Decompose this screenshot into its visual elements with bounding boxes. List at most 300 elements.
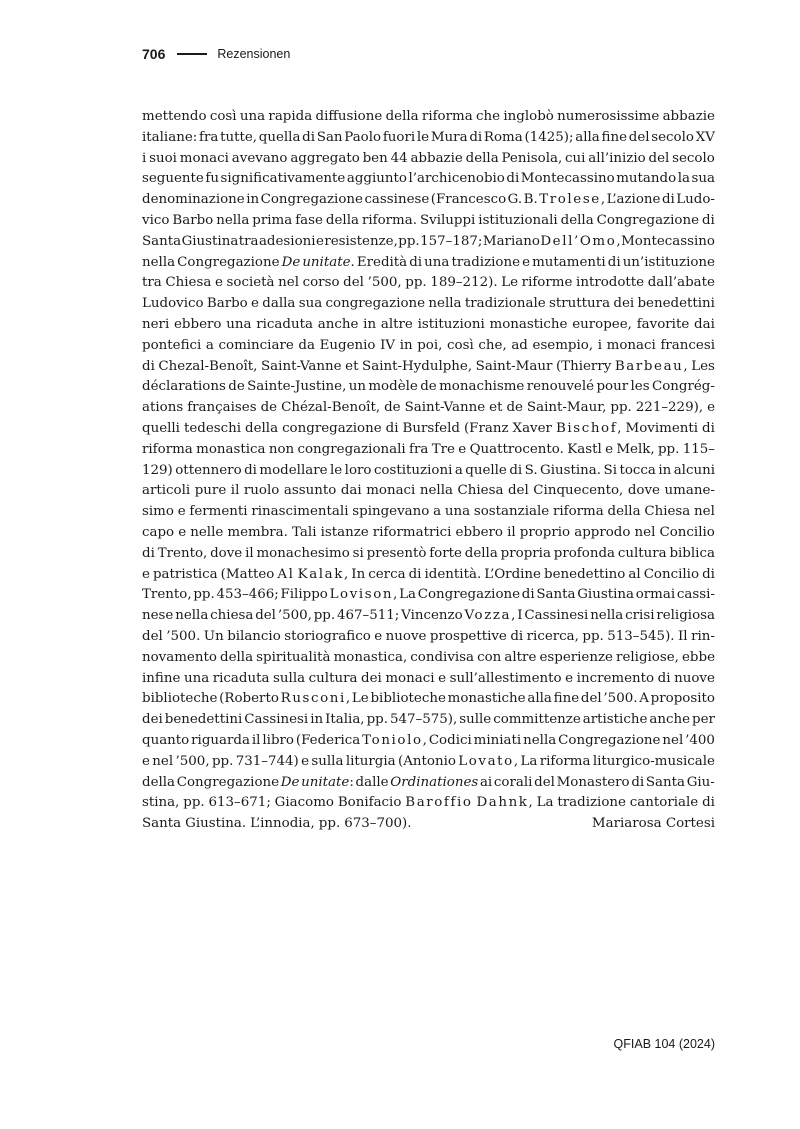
text-word: di	[385, 420, 399, 436]
text-word: con	[477, 649, 502, 665]
text-word: articoli	[142, 483, 191, 499]
text-word: Barbeau	[614, 358, 684, 374]
text-word: quelli	[142, 420, 180, 436]
text-word: Santa	[142, 816, 182, 832]
text-word: Trento,	[142, 587, 192, 603]
text-word: monastica	[196, 441, 266, 457]
text-word: monastiche	[447, 691, 526, 707]
text-word: esempio,	[532, 337, 594, 353]
text-word: Quattrocento.	[469, 441, 564, 457]
text-word: pp.	[318, 816, 341, 832]
text-word: riforma	[552, 504, 604, 520]
text-word: e	[374, 628, 383, 644]
text-word	[476, 793, 532, 814]
text-word: in	[399, 337, 413, 353]
text-word: Il	[678, 628, 688, 644]
text-word: propria	[500, 545, 551, 561]
text-word: I	[517, 608, 523, 624]
text-line	[142, 773, 715, 794]
text-word: di	[469, 129, 483, 145]
text-word: istituzioni	[417, 316, 485, 332]
text-word: ruolo	[243, 483, 280, 499]
text-word: proposito	[650, 691, 715, 707]
text-word: del	[580, 691, 602, 707]
text-word: biblica	[669, 545, 715, 561]
text-word: suoi	[149, 150, 177, 166]
text-word: rin-	[691, 628, 715, 644]
text-word: pontefici	[142, 337, 202, 353]
text-word: cantoriale	[629, 795, 699, 811]
text-word: ormai	[635, 587, 676, 603]
text-line	[142, 689, 715, 710]
text-line	[142, 752, 715, 773]
text-word: nella	[216, 212, 250, 228]
text-word: del	[142, 628, 163, 644]
text-word: (Roberto	[219, 691, 279, 707]
text-word: monastica,	[333, 649, 408, 665]
text-word: stina,	[142, 795, 180, 811]
text-word: di	[657, 670, 671, 686]
text-word: ai	[479, 774, 493, 790]
text-word: costituzioni	[373, 462, 453, 478]
text-word: Concilio	[643, 566, 700, 582]
text-word: biblioteche	[142, 691, 218, 707]
text-word: B.	[523, 192, 538, 208]
text-word: della	[385, 109, 419, 124]
text-word: ,	[617, 420, 622, 436]
text-word: Tre	[431, 441, 455, 457]
text-word: ’500,	[175, 753, 210, 769]
text-word: 44	[390, 150, 408, 166]
text-word: les	[630, 379, 650, 395]
text-word: tocca	[619, 462, 656, 478]
text-line	[142, 253, 715, 274]
text-word: e	[142, 753, 150, 769]
text-word: déclarations	[142, 379, 226, 395]
text-word: Santa	[536, 587, 576, 603]
text-word: tradizione	[557, 795, 626, 811]
text-word: sua	[691, 171, 715, 187]
text-word: spingevano	[352, 504, 430, 520]
text-word: 189–212).	[430, 275, 498, 291]
text-line	[142, 544, 715, 565]
text-word: Ordinationes	[390, 774, 479, 790]
text-word: approdo	[574, 524, 631, 540]
text-word: storiografico	[284, 628, 371, 644]
text-word	[556, 419, 622, 440]
text-word: non	[268, 441, 295, 457]
text-word: del	[343, 275, 364, 291]
text-word: (Franz	[463, 420, 509, 436]
text-word: significativamente	[220, 171, 346, 187]
text-word: Cassinesi	[244, 712, 309, 728]
text-line	[142, 523, 715, 544]
text-word: Concilio	[659, 524, 715, 540]
text-word: si	[352, 545, 364, 561]
text-word: ricaduta	[212, 670, 270, 686]
text-word: il	[251, 732, 261, 748]
text-word: alla	[527, 691, 552, 707]
text-word: tradizione	[451, 254, 521, 270]
text-word: poi,	[417, 337, 443, 353]
text-line	[142, 669, 715, 690]
text-word: monachisme	[439, 379, 525, 395]
text-word: e	[177, 504, 186, 520]
text-word: chiesa	[210, 608, 254, 624]
text-word: rapida	[268, 109, 313, 124]
text-line	[142, 585, 715, 606]
text-word: tra	[238, 233, 259, 249]
text-word: di	[506, 171, 520, 187]
text-word	[302, 253, 354, 274]
text-word: esperienze	[539, 649, 613, 665]
text-word: Chézal-Benoît,	[281, 400, 381, 416]
text-word: ’500.	[166, 628, 201, 644]
text-word: e	[565, 670, 574, 686]
text-word: (Thierry	[555, 358, 612, 374]
text-word: Saint-Maur,	[526, 400, 607, 416]
text-word: Mariano	[482, 233, 540, 249]
text-word: Dahnk	[476, 795, 529, 811]
text-word: Saint-Vanne	[404, 400, 486, 416]
text-line	[142, 481, 715, 502]
text-word: quanto	[142, 732, 190, 748]
text-word: Sviluppi	[419, 212, 476, 228]
text-word: e	[178, 524, 187, 540]
text-word: 613–671;	[208, 795, 271, 811]
text-word: secolo	[672, 150, 715, 166]
text-word: corso	[302, 275, 340, 291]
text-word: dai	[694, 316, 715, 332]
text-word: i	[597, 337, 603, 353]
text-word: ’500.	[603, 691, 638, 707]
text-word: una	[424, 254, 450, 270]
text-word: Giacomo	[274, 795, 334, 811]
text-word: ricerca,	[526, 628, 579, 644]
text-word: :	[349, 774, 354, 790]
text-word: loro	[344, 462, 372, 478]
text-word: della	[142, 774, 176, 790]
text-word: Saint-Hydulphe,	[362, 358, 473, 374]
text-word: al	[628, 566, 641, 582]
text-word: istanze	[320, 524, 369, 540]
text-word: La	[536, 795, 554, 811]
text-word: di	[244, 462, 257, 478]
text-word: Vincenzo	[401, 608, 463, 624]
text-word: crisi	[625, 608, 655, 624]
text-word: miniati	[473, 732, 522, 748]
text-word: 157–187;	[420, 233, 483, 249]
text-word: Bonifacio	[337, 795, 402, 811]
text-word: nese	[142, 608, 174, 624]
text-word: riguarda	[191, 732, 250, 748]
text-line	[142, 336, 715, 357]
text-word: del	[255, 608, 276, 624]
text-word: religiose,	[616, 649, 679, 665]
text-word: Montecassino	[520, 171, 615, 187]
text-word: pp.	[657, 441, 680, 457]
text-word: ,	[683, 358, 688, 374]
text-word: tutte,	[220, 129, 258, 145]
text-word: alla	[575, 129, 600, 145]
text-line	[142, 648, 715, 669]
text-word	[458, 752, 518, 773]
text-word: IV	[380, 337, 396, 353]
text-word: altre	[380, 316, 413, 332]
text-word: pp.	[398, 233, 420, 249]
text-word: umane-	[664, 483, 715, 499]
text-word: sostanziale	[473, 504, 550, 520]
text-word: ebbero	[455, 524, 503, 540]
text-word: Rusconi	[280, 691, 346, 707]
text-word: et	[345, 358, 359, 374]
text-word: numerosissime	[557, 109, 660, 124]
text-word: Lovato	[458, 753, 514, 769]
text-word: e	[605, 441, 614, 457]
text-word: ,	[600, 192, 606, 208]
text-word: libro	[262, 732, 294, 748]
text-word: benedettini	[637, 296, 715, 312]
text-word: fine	[553, 691, 580, 707]
text-line	[142, 232, 715, 253]
text-word: i	[142, 150, 147, 166]
text-word: nella	[428, 296, 462, 312]
text-word: nella	[142, 254, 176, 270]
text-word: (Federica	[295, 732, 361, 748]
text-word: mettendo	[142, 109, 207, 124]
text-word: Ludovico	[142, 296, 204, 312]
text-word: ,	[528, 795, 533, 811]
text-word: Kalak	[297, 566, 344, 582]
text-word: cui	[565, 150, 586, 166]
text-word: di	[409, 254, 423, 270]
text-word: della	[607, 504, 641, 520]
text-word: Xaver	[512, 420, 552, 436]
text-word: abbazie	[662, 109, 715, 124]
text-word: pp.	[582, 628, 604, 644]
text-word: 731–744)	[235, 753, 299, 769]
text-word: unitate	[301, 774, 350, 790]
text-word: benedettini	[164, 712, 243, 728]
text-word: Le	[351, 691, 369, 707]
text-line	[142, 190, 715, 211]
text-word: dalle	[355, 774, 389, 790]
text-word: nel	[662, 732, 684, 748]
journal-footer: QFIAB 104 (2024)	[613, 1037, 715, 1051]
text-word: prospettive	[429, 628, 507, 644]
text-word: del	[628, 129, 650, 145]
text-word: per	[692, 712, 715, 728]
text-word: in	[246, 192, 260, 208]
text-line	[142, 273, 715, 294]
text-word: Tali	[292, 524, 317, 540]
text-word: Bischof	[555, 420, 618, 436]
text-word: fra	[199, 129, 219, 145]
text-word	[540, 232, 620, 253]
text-word: liturgia	[345, 753, 396, 769]
text-word: pour	[596, 379, 629, 395]
text-word: Sainte-Justine,	[247, 379, 347, 395]
text-word: a	[433, 504, 442, 520]
text-word: della	[325, 212, 359, 228]
text-word: San	[316, 129, 343, 145]
text-word: congregazione	[282, 420, 382, 436]
text-word: ations	[142, 400, 184, 416]
text-word: e	[707, 400, 715, 416]
text-word: così	[209, 109, 237, 124]
text-word: un	[348, 379, 366, 395]
text-word: diffusione	[315, 109, 383, 124]
text-word: spiritualità	[256, 649, 331, 665]
text-word: nella	[523, 732, 557, 748]
text-word: vico	[142, 212, 170, 228]
text-word: nuove	[385, 628, 427, 644]
text-word: Ludo-	[676, 192, 715, 208]
text-word	[281, 689, 351, 710]
text-word: di	[510, 628, 524, 644]
text-word: congregazionali	[297, 441, 406, 457]
text-word: ad	[511, 337, 528, 353]
text-word: Chezal-Benoît,	[158, 358, 258, 374]
text-word: nel	[694, 504, 715, 520]
text-word: dall’abate	[647, 275, 715, 291]
text-word: favorite	[636, 316, 690, 332]
text-word: le	[330, 462, 343, 478]
text-word: Melk,	[616, 441, 655, 457]
text-word: sull’allestimento	[449, 670, 562, 686]
text-word: mutando	[616, 171, 677, 187]
text-word: società	[226, 275, 275, 291]
text-word: riforma	[539, 753, 591, 769]
text-word: fu	[205, 171, 219, 187]
text-word: del	[534, 774, 555, 790]
text-word: abbazie	[410, 150, 463, 166]
text-word	[362, 731, 427, 752]
text-word: alcuni	[673, 462, 715, 478]
text-word: adesioni	[258, 233, 316, 249]
text-word: Chiesa	[457, 483, 504, 499]
text-word: membra.	[227, 524, 288, 540]
text-word: patristica	[152, 566, 218, 582]
text-word: ,	[393, 587, 398, 603]
text-word: di	[661, 192, 675, 208]
text-word: ebbero	[174, 316, 222, 332]
text-word: ,	[513, 753, 519, 769]
text-word: cerca	[368, 566, 406, 582]
text-word: ,	[616, 233, 621, 249]
text-word: nella	[175, 608, 209, 624]
text-word: 453–466;	[216, 587, 279, 603]
text-word: Congregazione	[176, 774, 280, 790]
text-word: Bursfeld	[402, 420, 460, 436]
text-word: nel	[634, 524, 656, 540]
text-word: Santa	[645, 774, 686, 790]
text-word: infine	[142, 670, 181, 686]
text-word: Giustina	[577, 587, 634, 603]
text-word: De	[281, 254, 301, 270]
text-word: pp.	[211, 753, 234, 769]
text-word: Al	[277, 566, 295, 582]
text-word: quelle	[465, 462, 507, 478]
text-word: a	[454, 462, 463, 478]
text-word: neri	[142, 316, 170, 332]
text-word: committenze	[493, 712, 581, 728]
text-word: così	[447, 337, 474, 353]
text-word: de	[420, 379, 437, 395]
text-word: de	[506, 400, 523, 416]
text-word: fase	[295, 212, 323, 228]
text-word: Un	[203, 628, 224, 644]
text-word: de	[384, 400, 401, 416]
text-word: nuove	[674, 670, 715, 686]
text-word: Montecassino	[621, 233, 715, 249]
text-word: sulla	[273, 670, 306, 686]
text-word: dai	[340, 483, 362, 499]
running-head: Rezensionen	[217, 47, 291, 61]
text-word: Italia,	[325, 712, 365, 728]
text-word: Paolo	[344, 129, 382, 145]
text-word: nella	[590, 608, 624, 624]
page-number: 706	[142, 46, 166, 62]
text-word: bilancio	[227, 628, 281, 644]
text-word: Lovison	[329, 587, 394, 603]
text-word: e	[522, 254, 531, 270]
text-word: di	[521, 587, 535, 603]
text-word: sua	[298, 296, 323, 312]
text-word: capo	[142, 524, 175, 540]
text-word: Baroffio	[405, 795, 473, 811]
text-word: altre	[504, 649, 537, 665]
text-word: Dell’Omo	[540, 233, 617, 249]
text-word: pp.	[193, 587, 215, 603]
text-word: corali	[493, 774, 533, 790]
text-word: Congregazione	[558, 732, 661, 748]
text-word: Les	[691, 358, 715, 374]
text-word: secolo	[651, 129, 694, 145]
text-word: fine	[601, 129, 628, 145]
text-line	[142, 357, 715, 378]
text-word: proprio	[519, 524, 571, 540]
text-word: L’innodia,	[250, 816, 315, 832]
text-word: Toniolo	[362, 732, 423, 748]
text-word: 513–545).	[607, 628, 675, 644]
text-line	[142, 377, 715, 398]
text-word: de	[260, 400, 278, 416]
text-word: cominciare	[218, 337, 294, 353]
text-word: Congregazione	[596, 212, 700, 228]
text-word: inglobò	[503, 109, 554, 124]
text-word: presentò	[366, 545, 427, 561]
text-line	[142, 107, 715, 128]
text-word: seguente	[142, 171, 204, 187]
text-word: unitate	[302, 254, 351, 270]
text-word: Congregazione	[260, 192, 363, 208]
text-word: congregazione	[325, 296, 426, 312]
text-word: della	[220, 649, 254, 665]
text-word: ben	[362, 150, 388, 166]
text-word: della	[465, 150, 499, 166]
text-word: novamento	[142, 649, 217, 665]
text-word: in	[310, 712, 324, 728]
text-word: Vozza	[464, 608, 512, 624]
text-word: una	[444, 504, 471, 520]
text-word: nelle	[190, 524, 224, 540]
text-word: il	[245, 545, 254, 561]
text-word: nel	[152, 753, 174, 769]
text-word: del	[507, 483, 529, 499]
text-word: francesi	[660, 337, 715, 353]
text-word: 467–511;	[336, 608, 400, 624]
